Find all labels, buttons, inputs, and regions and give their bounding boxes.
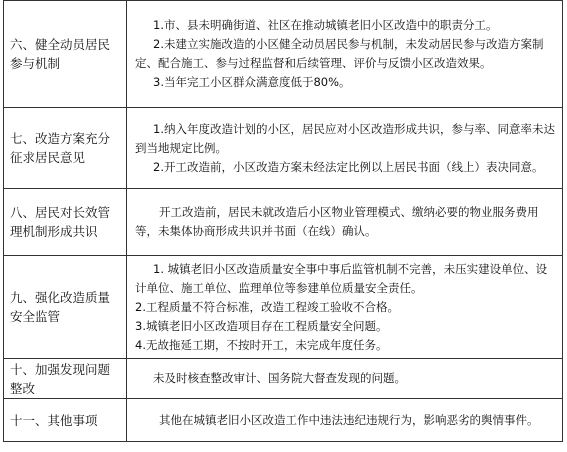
item-text: 4.无故拖延工期，不按时开工，未完成年度任务。 [135, 337, 388, 352]
description-cell [127, 399, 563, 442]
category-cell: 十一、其他事项 [4, 399, 127, 442]
description-cell [127, 1, 563, 108]
description-cell [127, 108, 563, 189]
item-text: 2.未建立实施改造的小区健全动员居民参与机制，未发动居民参与改造方案制定、配合施工、参与过程监督和后续管理、评价与反馈小区改造效果。 [135, 37, 544, 70]
table-row [4, 359, 563, 399]
description-cell [127, 256, 563, 359]
category-cell: 六、健全动员居民参与机制 [4, 1, 127, 108]
description-cell [127, 359, 563, 399]
item-text: 2.工程质量不符合标准，改造工程竣工验收不合格。 [135, 299, 399, 314]
category-cell: 八、居民对长效管理机制形成共识 [4, 189, 127, 256]
table-row [4, 1, 563, 108]
item-text: 2.开工改造前，小区改造方案未经法定比例以上居民书面（线上）表决同意。 [153, 159, 544, 174]
category-cell: 七、改造方案充分征求居民意见 [4, 108, 127, 189]
item-text: 1.纳入年度改造计划的小区，居民应对小区改造形成共识，参与率、同意率未达到当地规定比例。 [135, 121, 555, 155]
table-row [4, 108, 563, 189]
item-text: 3.城镇老旧小区改造项目存在工程质量安全问题。 [135, 318, 388, 333]
item-text: 1.市、县未明确街道、社区在推动城镇老旧小区改造中的职责分工。 [153, 18, 498, 32]
category-cell: 十、加强发现问题整改 [4, 359, 127, 399]
item-text: 其他在城镇老旧小区改造工作中违法违纪违规行为，影响恶劣的舆情事件。 [159, 412, 539, 427]
description-cell [127, 189, 563, 256]
issues-table [3, 0, 563, 442]
table-row [4, 189, 563, 256]
category-cell: 九、强化改造质量安全监管 [4, 256, 127, 359]
item-text: 开工改造前，居民未就改造后小区物业管理模式、缴纳必要的物业服务费用等，未集体协商形成共识并书面（在线）确认。 [135, 205, 539, 238]
item-text: 1. 城镇老旧小区改造质量安全事中事后监管机制不完善，未压实建设单位、设计单位、施工单位、监理单位等参建单位质量安全责任。 [135, 261, 548, 295]
table-row [4, 256, 563, 359]
item-text: 未及时核查整改审计、国务院大督查发现的问题。 [153, 371, 406, 385]
item-text: 3.当年完工小区群众满意度低于80%。 [153, 75, 351, 89]
table-row [4, 399, 563, 442]
